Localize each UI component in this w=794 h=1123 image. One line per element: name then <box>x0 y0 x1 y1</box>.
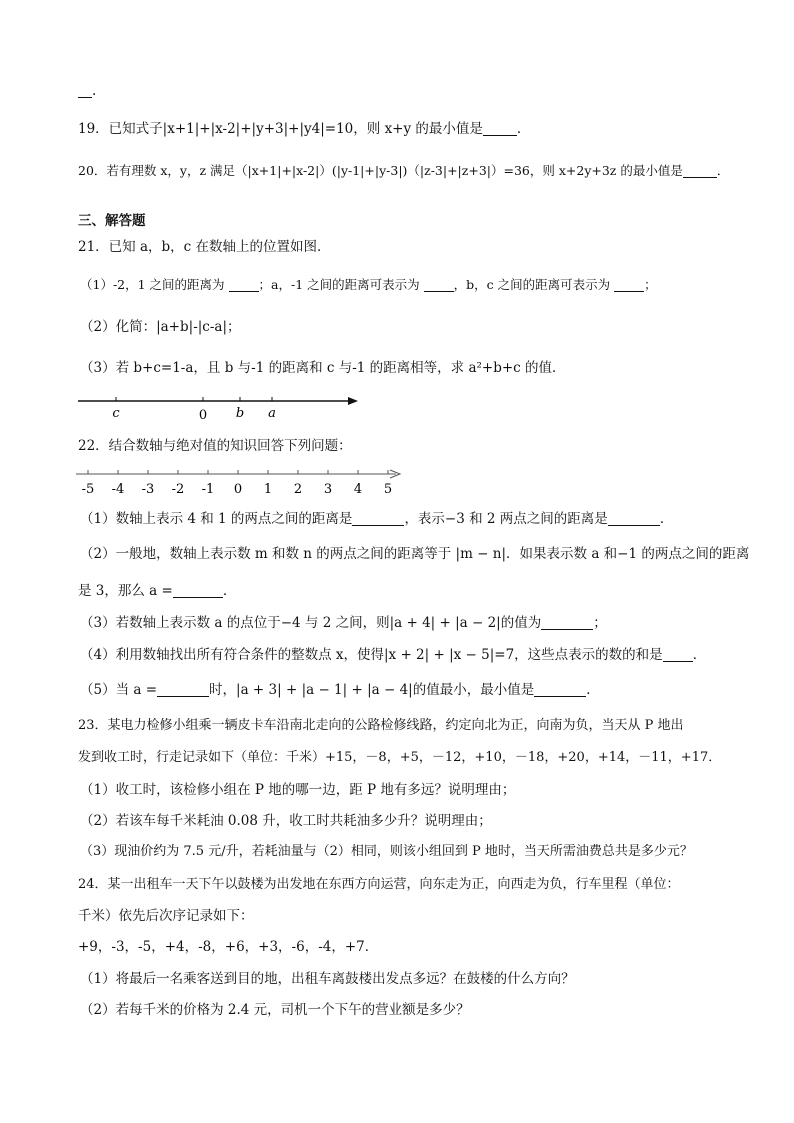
number-line-abc <box>76 392 366 432</box>
section-heading: 三、解答题 <box>78 213 146 229</box>
question-23-line-1: 23．某电力检修小组乘一辆皮卡车沿南北走向的公路检修线路，约定向北为正，向南为负，当天从 P 地出 <box>78 718 684 733</box>
answer-blank[interactable] <box>663 647 693 662</box>
label-c: c <box>112 406 120 421</box>
answer-blank[interactable] <box>534 682 586 697</box>
question-24-line-3: +9，-3，-5，+4，-8，+6，+3，-6，-4，+7． <box>78 939 379 955</box>
tick-label: -1 <box>201 482 215 497</box>
tick-label: -3 <box>141 482 155 497</box>
answer-blank[interactable] <box>483 121 517 136</box>
tick-label: 1 <box>263 482 273 497</box>
answer-blank[interactable] <box>541 615 593 630</box>
answer-blank[interactable] <box>614 277 644 292</box>
label-0: 0 <box>198 408 208 423</box>
question-22-part-2b: 是 3，那么 a = ． <box>78 583 237 599</box>
question-21-part-3: （3）若 b+c=1-a，且 b 与-1 的距离和 c 与-1 的距离相等，求 a²+b+c 的值． <box>80 360 566 376</box>
tick-label: 3 <box>323 482 333 497</box>
tick-label: 2 <box>293 482 303 497</box>
question-24-part-2: （2）若每千米的价格为 2.4 元，司机一个下午的营业额是多少？ <box>80 1002 470 1018</box>
question-21-part-2: （2）化简：|a+b|-|c-a|； <box>80 319 241 335</box>
tick-label: 4 <box>353 482 363 497</box>
question-19: 19．已知式子|x+1|+|x-2|+|y+3|+|y4|=10，则 x+y 的最小值是 ． <box>78 121 531 137</box>
answer-blank[interactable] <box>683 163 717 178</box>
tick-label: -2 <box>171 482 185 497</box>
answer-blank[interactable] <box>229 277 259 292</box>
question-23-line-2: 发到收工时，行走记录如下（单位：千米）+15，－8，+5，－12，+10，－18，+20，+14，－11，+17． <box>78 750 722 765</box>
label-a: a <box>268 406 276 421</box>
question-21-stem: 21．已知 a，b，c 在数轴上的位置如图． <box>78 239 331 255</box>
question-22-part-3: （3）若数轴上表示数 a 的点位于−4 与 2 之间，则|a + 4| + |a − 2|的值为 ； <box>80 615 607 631</box>
label-b: b <box>235 406 245 421</box>
answer-blank[interactable] <box>352 511 404 526</box>
answer-blank[interactable] <box>424 277 454 292</box>
question-21-part-1: （1）-2，1 之间的距离为 ；a，-1 之间的距离可表示为 ，b，c 之间的距离可表示为 ； <box>80 277 657 292</box>
answer-blank[interactable] <box>608 511 660 526</box>
tick-label: -5 <box>81 482 95 497</box>
question-22-part-5: （5）当 a = 时，|a + 3| + |a − 1| + |a − 4|的值最小，最小值是 ． <box>80 682 600 698</box>
question-23-part-1: （1）收工时，该检修小组在 P 地的哪一边，距 P 地有多远？说明理由； <box>80 782 516 798</box>
answer-blank <box>78 83 92 98</box>
question-22-part-1: （1）数轴上表示 4 和 1 的两点之间的距离是 ，表示−3 和 2 两点之间的距离是 ． <box>80 511 674 527</box>
answer-blank[interactable] <box>157 682 209 697</box>
tick-label: 5 <box>383 482 393 497</box>
answer-blank[interactable] <box>173 583 223 598</box>
tick-label: 0 <box>233 482 243 497</box>
top-fragment: . <box>78 82 96 100</box>
question-24-part-1: （1）将最后一名乘客送到目的地，出租车离鼓楼出发点多远？在鼓楼的什么方向？ <box>80 971 575 987</box>
question-22-part-2a: （2）一般地，数轴上表示数 m 和数 n 的两点之间的距离等于 |m − n|．如果表示数 a 和−1 的两点之间的距离 <box>80 546 750 562</box>
question-23-part-3: （3）现油价约为 7.5 元/升，若耗油量与（2）相同，则该小组回到 P 地时，当天所需油费总共是多少元？ <box>80 844 693 859</box>
question-24-line-2: 千米）依先后次序记录如下： <box>78 908 254 924</box>
tick-label: -4 <box>111 482 125 497</box>
question-22-stem: 22．结合数轴与绝对值的知识回答下列问题： <box>78 438 352 454</box>
question-24-line-1: 24．某一出租车一天下午以鼓楼为出发地在东西方向运营，向东走为正，向西走为负，行车里程（单位： <box>78 877 680 892</box>
number-line-integers <box>74 466 410 500</box>
question-22-part-4: （4）利用数轴找出所有符合条件的整数点 x，使得|x + 2| + |x − 5|=7，这些点表示的数的和是 ． <box>80 647 707 663</box>
question-20: 20．若有理数 x，y，z 满足（|x+1|+|x-2|）(|y-1|+|y-3|)（|z-3|+|z+3|）=36，则 x+2y+3z 的最小值是 ． <box>78 163 730 178</box>
question-23-part-2: （2）若该车每千米耗油 0.08 升，收工时共耗油多少升？说明理由； <box>80 813 492 829</box>
